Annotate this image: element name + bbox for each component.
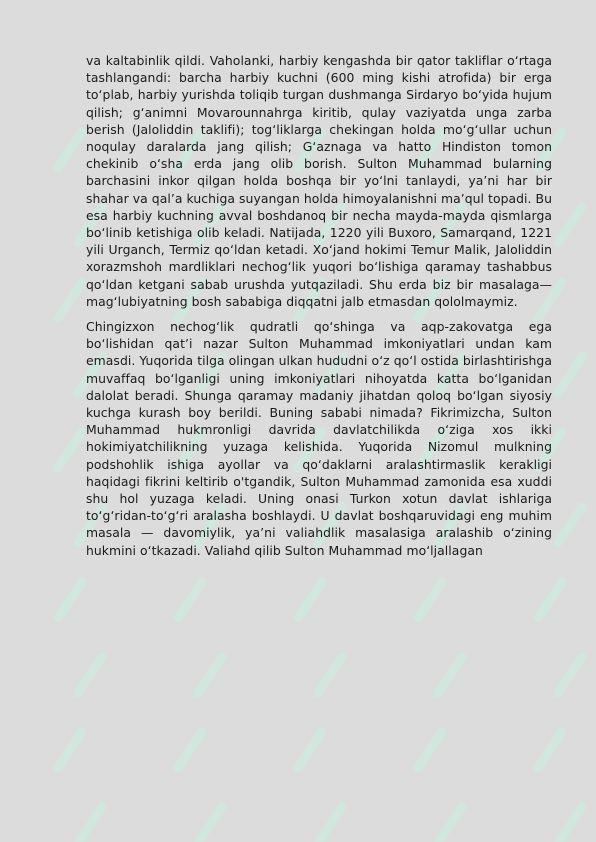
watermark-dash (298, 732, 322, 768)
watermark-dash (558, 357, 582, 393)
watermark-dash (558, 657, 582, 693)
watermark-dash (178, 732, 202, 768)
watermark-dash (58, 732, 82, 768)
watermark-dash (418, 732, 442, 768)
watermark-dash (58, 132, 82, 168)
watermark-dash (198, 807, 222, 842)
watermark-dash (198, 657, 222, 693)
watermark-dash (438, 807, 462, 842)
watermark-dash (318, 807, 342, 842)
watermark-dash (58, 582, 82, 618)
watermark-dash (78, 807, 102, 842)
paragraph-2: Chingizxon nechog‘lik qudratli qo‘shinga va aqp-zakovatga ega bo‘lishidan qat’i nazar Sulton Muhammad imkoniyatlari undan kam emasdi. Yuqorida tilga olingan ulkan hududni o‘z qo‘l ostida birlashtirishga muvaffaq bo‘lganligi uning imkoniyatlari nihoyatda katta bo‘lganidan dalolat beradi. Shunga qaramay madaniy jihatdan qoloq bo‘lgan siyosiy kuchga kurash boy berildi. Buning sababi nimada? Fikrimizcha, Sulton Muhammad hukmronligi davrida davlatchilikda o‘ziga xos ikki hokimiyatchilikning yuzaga kelishida. Yuqorida Nizomul mulkning podshohlik ishiga ayollar va qo‘daklarni aralashtirmaslik kerakligi haqidagi fikrini keltirib o'tgandik, Sulton Muhammad zamonida esa xuddi shu hol yuzaga keladi. Uning onasi Turkon xotun davlat ishlariga to‘g‘ridan-to‘g‘ri aralasha boshlaydi. U davlat boshqaruvidagi eng muhim masala — davomiylik, ya’ni valiahdlik masalasiga aralashib o‘zining hukmini o‘tkazadi. Valiahd qilib Sulton Muhammad mo‘ljallagan (86, 319, 552, 558)
document-body (86, 52, 552, 559)
watermark-dash (558, 507, 582, 543)
watermark-dash (58, 282, 82, 318)
watermark-dash (438, 657, 462, 693)
watermark-dash (558, 807, 582, 842)
paragraph-1: va kaltabinlik qildi. Vaholanki, harbiy kengashda bir qator takliflar o‘rtaga tashlangandi: barcha harbiy kuchni (600 ming kishi atrofida) bir erga to‘plab, harbiy yurishda toliqib turgan dushmanga Sirdaryo bo‘yida hujum qilish; g‘animni Movarounnahrga kiritib, qulay vaziyatda unga zarba berish (Jaloliddin taklifi); tog‘liklarga chekingan holda mo‘g‘ullar uchun noqulay daralarda jang qilish; G‘aznaga va hatto Hindiston tomon chekinib o‘sha erda jang olib borish. Sulton Muhammad bularning barchasini inkor qilgan holda boshqa bir yo‘lni tanlaydi, ya’ni har bir shahar va qal’a kuchiga suyangan holda himoyalanishni ma’qul topadi. Bu esa harbiy kuchning avval boshdanoq bir necha mayda-mayda qismlarga bo‘linib ketishiga olib keladi. Natijada, 1220 yili Buxoro, Samarqand, 1221 yili Urganch, Termiz qo‘ldan ketadi. Xo‘jand hokimi Temur Malik, Jaloliddin xorazmshoh mardliklari nechog‘lik yuqori bo‘lishiga qaramay tashabbus qo‘ldan ketgani sabab urushda yutqaziladi. Shu erda biz bir masalaga— mag‘lubiyatning bosh sababiga diqqatni jalb etmasdan qololmaymiz. (86, 53, 552, 309)
watermark-dash (58, 432, 82, 468)
watermark-dash (418, 582, 442, 618)
watermark-dash (318, 657, 342, 693)
watermark-dash (538, 582, 562, 618)
watermark-dash (558, 207, 582, 243)
watermark-dash (538, 732, 562, 768)
watermark-dash (298, 582, 322, 618)
watermark-dash (78, 657, 102, 693)
watermark-dash (178, 582, 202, 618)
